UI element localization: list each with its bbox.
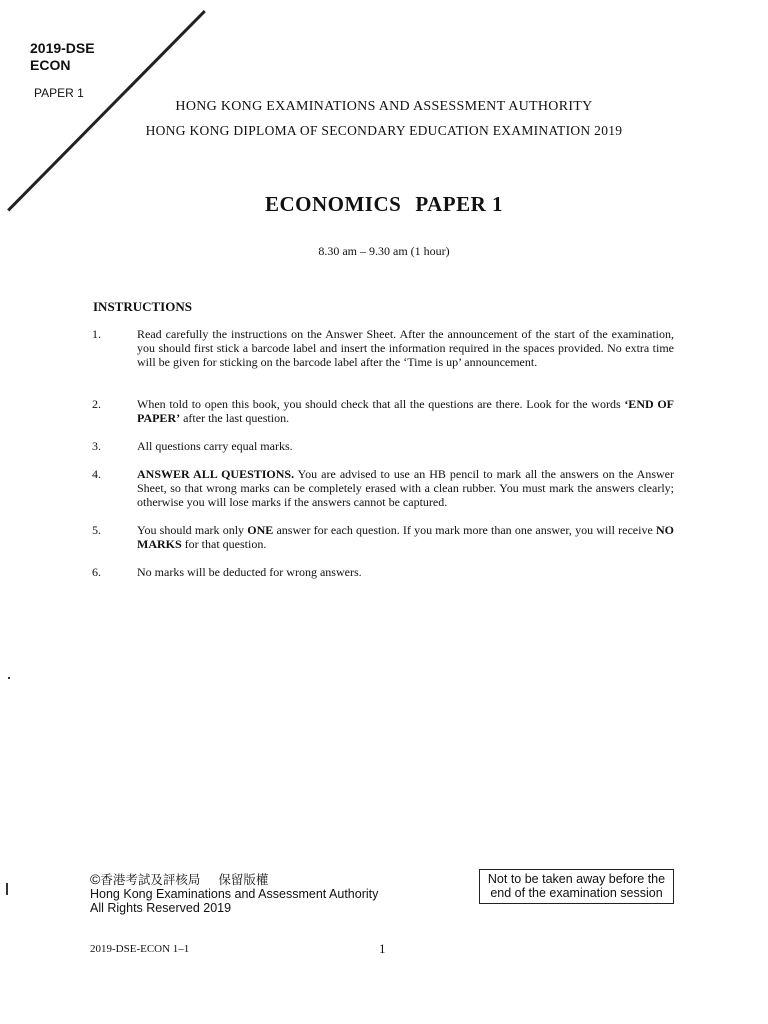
copyright-cn-rights: 保留版權	[218, 873, 269, 887]
instruction-text-part: Read carefully the instructions on the Answer Sheet. After the announcement of the start of the examination, you should first stick a barcode label and insert the information required in the spaces provided. No extra time will be given for sticking on the barcode label after the ‘Time is up’ announcement.	[137, 327, 674, 369]
copyright-block	[90, 872, 378, 915]
scan-mark	[6, 883, 8, 895]
copyright-en-name: Hong Kong Examinations and Assessment Authority	[90, 887, 379, 901]
copyright-cn-name: 香港考試及評核局	[100, 873, 201, 887]
paper-code-line2: ECON	[30, 57, 71, 73]
instruction-text-part: When told to open this book, you should check that all the questions are there. Look for the words	[137, 397, 625, 411]
instruction-emphasis: ONE	[247, 523, 274, 537]
instruction-text	[137, 397, 674, 425]
subject-title: ECONOMICS	[264, 192, 402, 216]
instruction-emphasis: ANSWER ALL QUESTIONS.	[137, 467, 295, 481]
instruction-text	[137, 467, 674, 509]
removal-notice-box	[479, 869, 674, 904]
scan-speck	[8, 677, 10, 679]
instruction-text	[137, 565, 674, 579]
copyright-cn-line	[90, 872, 378, 887]
instruction-number: 4.	[92, 467, 101, 481]
instruction-text-part: answer for each question. If you mark more than one answer, you will receive	[273, 523, 656, 537]
exam-time: 8.30 am – 9.30 am (1 hour)	[318, 244, 450, 258]
instruction-text-part: after the last question.	[180, 411, 290, 425]
instructions-heading: INSTRUCTIONS	[93, 299, 192, 314]
instruction-number: 1.	[92, 327, 101, 341]
instruction-text-part: All questions carry equal marks.	[137, 439, 293, 453]
instruction-text-part: No marks will be deducted for wrong answers.	[137, 565, 362, 579]
authority-heading: HONG KONG EXAMINATIONS AND ASSESSMENT AUTHORITY	[175, 99, 593, 114]
instruction-number: 5.	[92, 523, 101, 537]
instruction-number: 2.	[92, 397, 101, 411]
instruction-number: 6.	[92, 565, 101, 579]
paper-title	[0, 192, 768, 217]
notice-line2: end of the examination session	[490, 886, 663, 900]
instruction-text-part: You are advised to use an HB pencil to mark all the answers on the Answer Sheet, so that wrong marks can be completely erased with a clean rubber. You must mark the answers clearly; otherwise you will lose marks if the answers cannot be captured.	[137, 467, 674, 509]
footer-page-number: 1	[379, 941, 386, 956]
instruction-emphasis: NO MARKS	[137, 523, 674, 551]
paper-number-title: PAPER 1	[415, 192, 504, 216]
instruction-number: 3.	[92, 439, 101, 453]
paper-code-line1: 2019-DSE	[30, 40, 95, 56]
instruction-emphasis: ‘END OF PAPER’	[137, 397, 674, 425]
instruction-text	[137, 327, 674, 369]
instruction-text	[137, 523, 674, 551]
copyright-rights: All Rights Reserved 2019	[90, 901, 232, 915]
notice-line1: Not to be taken away before the	[487, 872, 666, 886]
instruction-text-part: for that question.	[181, 537, 267, 551]
copyright-symbol: ©	[90, 871, 101, 887]
paper-label: PAPER 1	[34, 86, 84, 100]
instruction-text-part: You should mark only	[137, 523, 248, 537]
exam-heading: HONG KONG DIPLOMA OF SECONDARY EDUCATION EXAMINATION 2019	[145, 123, 623, 138]
footer-paper-code: 2019-DSE-ECON 1–1	[90, 943, 190, 955]
instruction-text	[137, 439, 674, 453]
